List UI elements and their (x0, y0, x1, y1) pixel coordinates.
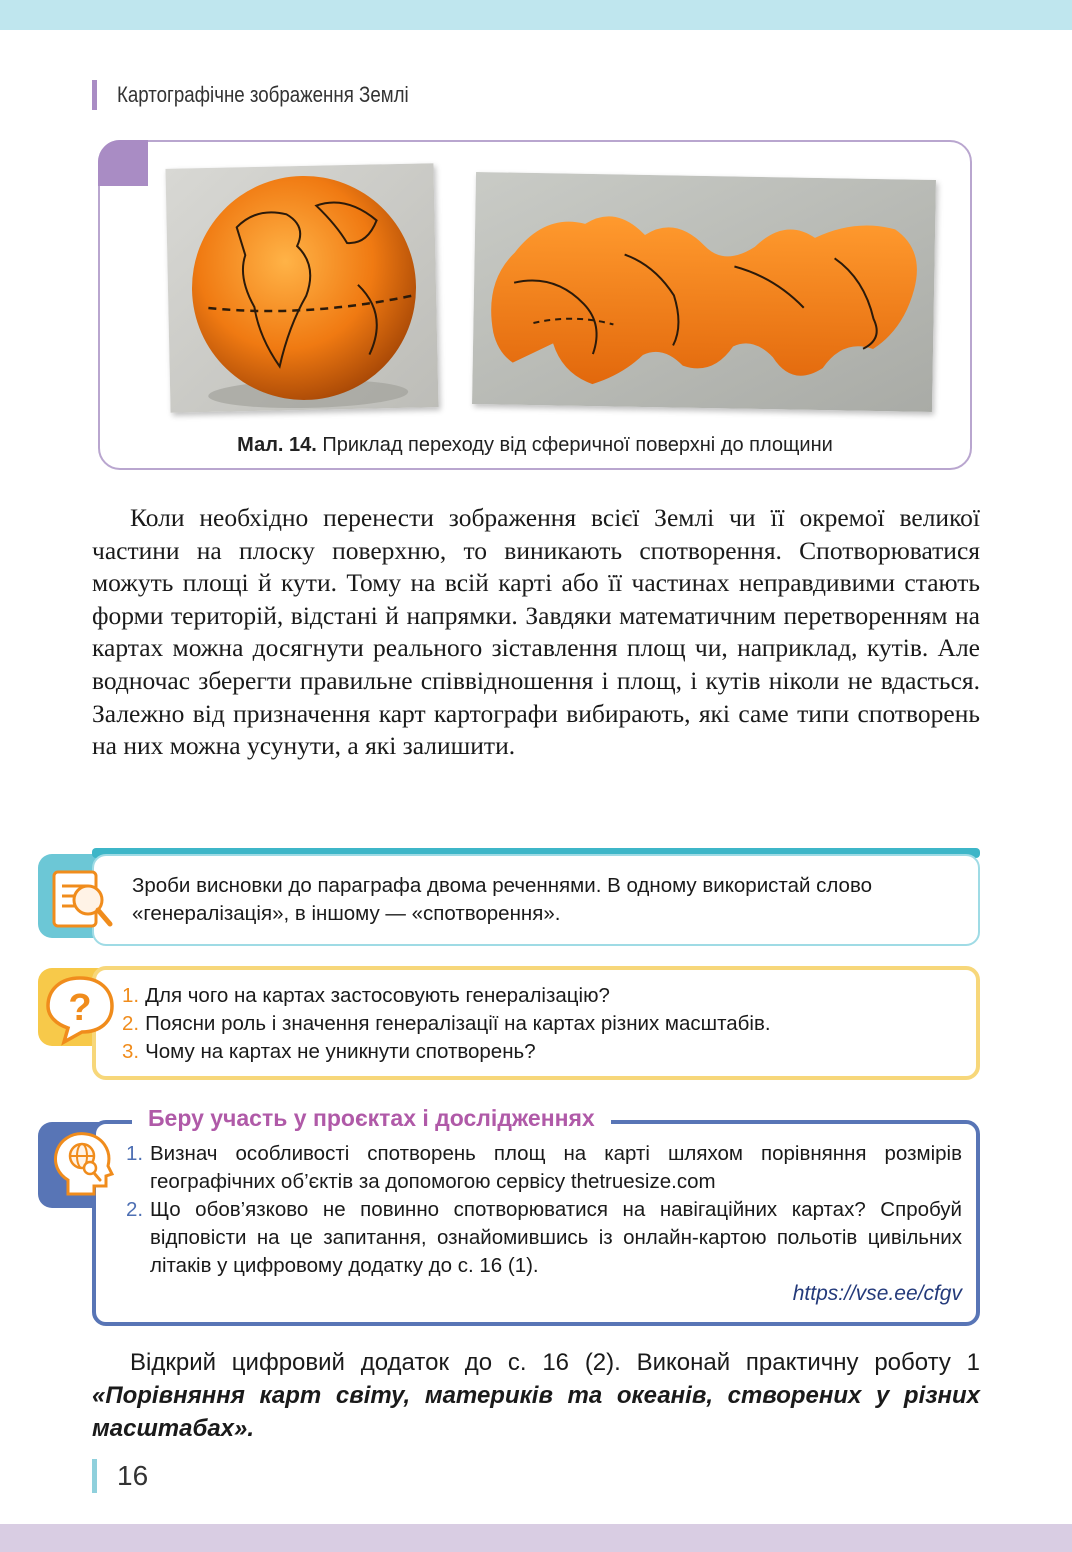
question-item (122, 982, 972, 1010)
projects-title: Беру участь у проєктах і дослідженнях (132, 1104, 611, 1132)
question-number: 2. (122, 1012, 140, 1035)
question-number: 1. (122, 984, 140, 1007)
page-number: 16 (117, 1460, 149, 1491)
question-text: Для чого на картах застосовують генералізацію? (145, 984, 610, 1007)
projects-box (92, 1104, 980, 1326)
closing-paragraph (92, 1346, 980, 1445)
orange-globe-illustration (165, 163, 438, 413)
running-head (92, 80, 460, 110)
document-magnifier-icon (44, 864, 120, 936)
project-number: 2. (126, 1198, 144, 1221)
top-band (0, 0, 1072, 30)
closing-text: Відкрий цифровий додаток до с. 16 (2). Виконай практичну роботу 1 (130, 1349, 980, 1376)
questions-box (68, 966, 980, 1080)
question-number: 3. (122, 1040, 140, 1063)
projects-link[interactable]: https://vse.ee/cfgv (792, 1282, 962, 1305)
figure-tab (98, 140, 148, 186)
practical-work-title: «Порівняння карт світу, материків та океанів, створених у різних масштабах». (92, 1382, 980, 1442)
project-text: Що обов’язково не повинно спотворюватися на навігаційних картах? Спробуй відповісти на це запитання, ознайомившись із онлайн-картою польотів цивільних літаків у цифровому додатку до с. 16 (1). (150, 1198, 962, 1277)
main-paragraph: Коли необхідно перенести зображення всієї Землі чи її окремої великої частини на плоску поверхню, то виникають спотворення. Спотворюватися можуть площі й кути. Тому на всій карті або її частинах неправдивими стають форми територій, відстані й напрямки. Завдяки математичним перетворенням на картах можна досягнути реального зіставлення площ чи, наприклад, кутів. Але водночас зберегти правильне співвідношення і площ, і кутів ніколи не вдасться. Залежно від призначення карт картографи вибирають, які саме типи спотворень на них можна усунути, а які залишити. (92, 503, 980, 761)
projects-list (126, 1140, 962, 1280)
task-box (92, 848, 980, 946)
project-number: 1. (126, 1142, 144, 1165)
orange-globe-photo (165, 163, 438, 413)
question-bubble-icon (42, 970, 118, 1046)
questions-list (122, 982, 972, 1066)
orange-peel-illustration (472, 172, 936, 412)
figure-caption-label: Мал. 14. (237, 434, 317, 456)
project-item (126, 1140, 962, 1196)
figure-caption-text: Приклад переходу від сферичної поверхні до площини (316, 434, 833, 456)
project-text: Визнач особливості спотворень площ на карті шляхом порівняння розмірів географічних об’єктів за допомогою сервісу thetruesize.com (150, 1142, 962, 1193)
page-number-bar (92, 1459, 97, 1493)
page-number-block (92, 1458, 148, 1494)
orange-peel-photo (472, 172, 936, 412)
task-text: Зроби висновки до параграфа двома реченнями. В одному використай слово «генералізація», в іншому — «спотворення». (132, 874, 873, 925)
question-item (122, 1038, 972, 1066)
project-item (126, 1196, 962, 1280)
bottom-band (0, 1524, 1072, 1552)
running-title: Картографічне зображення Землі (117, 82, 409, 107)
head-globe-icon (48, 1128, 118, 1200)
svg-text:?: ? (68, 987, 92, 1029)
question-item (122, 1010, 972, 1038)
running-head-bar (92, 80, 97, 110)
question-text: Чому на картах не уникнути спотворень? (145, 1040, 536, 1063)
question-text: Поясни роль і значення генералізації на картах різних масштабів. (145, 1012, 771, 1035)
figure-caption (100, 434, 970, 457)
